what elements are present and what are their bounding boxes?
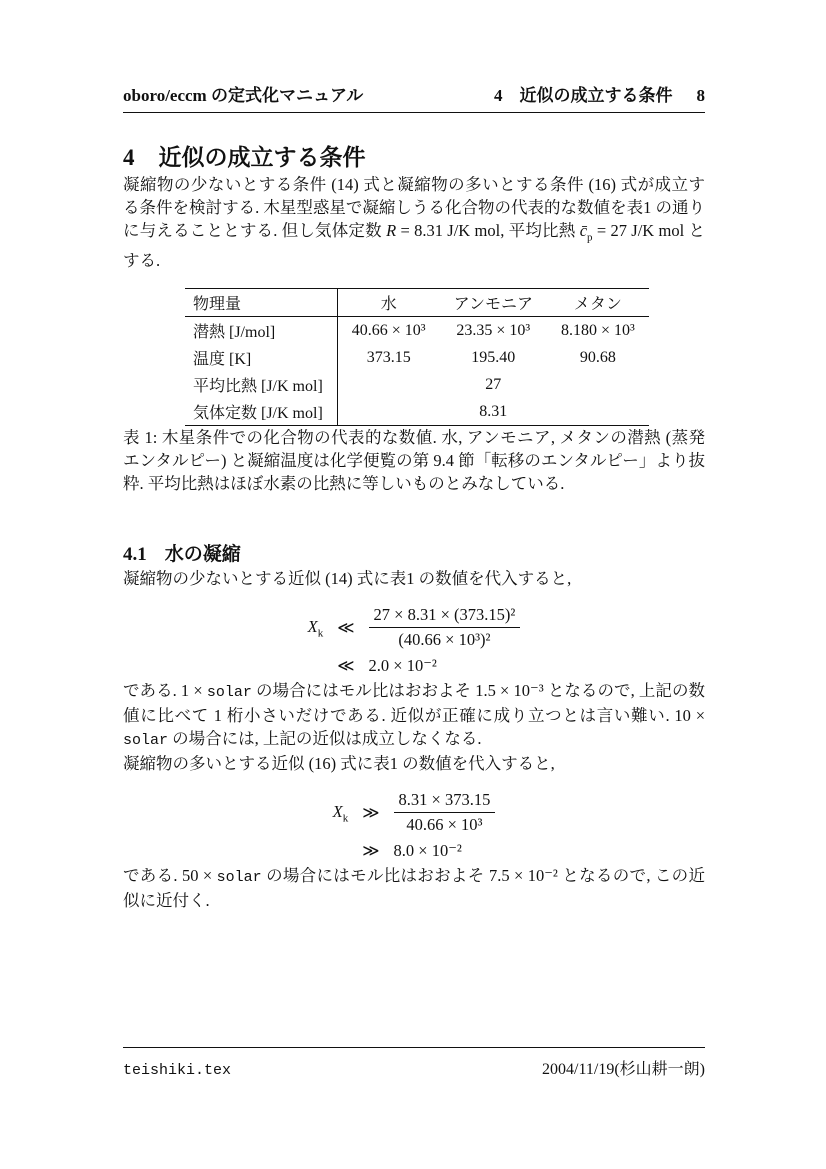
equation-1-lhs-empty <box>308 653 324 679</box>
text-run: の場合には, 上記の近似は成立しなくなる. <box>168 729 482 749</box>
equation-2-row-2 <box>333 838 496 864</box>
equation-2 <box>333 787 496 864</box>
equation-1-fraction-cell <box>369 602 521 653</box>
equation-2-fraction-cell <box>394 787 496 838</box>
column-header-quantity: 物理量 <box>185 289 337 317</box>
cell-temperature-water: 373.15 <box>366 348 411 366</box>
row-label-latent-heat: 潜熱 [J/mol] <box>185 317 337 345</box>
header-page-number: 8 <box>696 86 705 105</box>
header-section-ref: 4 近似の成立する条件 <box>494 86 673 105</box>
column-header-methane: メタン <box>547 289 649 317</box>
footer-date-author: 2004/11/19(杉山耕一朗) <box>542 1061 705 1078</box>
numerator: 27 × 8.31 × (373.15)² <box>369 605 521 628</box>
mole-ratio-subscript: k <box>317 626 324 639</box>
page-footer <box>123 1047 705 1079</box>
equation-1-row-2 <box>308 653 521 679</box>
table-header-row <box>185 289 649 317</box>
text-run: の場合にはモル比はおおよそ 1.5 × 10⁻³ となるので, 上記の数値に比べて 1 桁小さいだけである. 近似が正確に成り立つとは言い難い. 10 × <box>123 681 705 726</box>
equation-1-result: 2.0 × 10⁻² <box>368 656 437 676</box>
table-row <box>185 371 649 398</box>
text-run: である. 1 × <box>123 681 207 701</box>
intro-text-3: = 27 J/K mol とする. <box>123 221 705 271</box>
fraction <box>369 605 521 650</box>
paragraph-before-eq2: 凝縮物の多いとする近似 (16) 式に表1 の数値を代入すると, <box>123 754 555 774</box>
table-container <box>185 288 705 426</box>
table-row <box>185 317 649 345</box>
fraction <box>394 790 496 835</box>
intro-text-1: 凝縮物の少ないとする条件 (14) 式と凝縮物の多いとする条件 (16) 式が成立する条件を検討する. 木星型惑星で凝縮しうる化合物の代表的な数値を表1 の通りに与えることとする. 但し気体定数 <box>123 175 706 240</box>
paragraph-after-eq2 <box>123 864 705 912</box>
page-header <box>123 86 705 113</box>
cell-latent-heat-water: 40.66 × 10³ <box>351 321 426 339</box>
intro-text-2: = 8.31 J/K mol, 平均比熱 <box>396 221 580 240</box>
section-title: 近似の成立する条件 <box>158 145 366 170</box>
row-label-mean-specific-heat: 平均比熱 [J/K mol] <box>185 371 337 398</box>
much-greater-than-symbol: ≫ <box>362 802 380 822</box>
text-run: である. 50 × <box>123 866 217 886</box>
paragraph-intro <box>123 173 705 272</box>
solar-keyword: solar <box>123 732 169 750</box>
cell-latent-heat-methane: 8.180 × 10³ <box>560 321 635 339</box>
solar-keyword: solar <box>216 869 262 887</box>
table-caption: 表 1: 木星条件での化合物の代表的な数値. 水, アンモニア, メタンの潜熱 (蒸発エンタルピー) と凝縮温度は化学便覧の第 9.4 節「転移のエンタルピー」より抜粋. 平均比熱はほぼ水素の比熱に等しいものとみなしている. <box>123 428 705 494</box>
row-label-temperature: 温度 [K] <box>185 344 337 371</box>
cell-gas-constant: 8.31 <box>337 398 649 426</box>
mole-ratio-subscript: k <box>342 811 349 824</box>
much-less-than-symbol: ≪ <box>337 656 355 676</box>
equation-2-lhs <box>333 787 349 838</box>
subsection-number: 4.1 <box>123 544 147 566</box>
row-label-gas-constant: 気体定数 [J/K mol] <box>185 398 337 426</box>
paragraph-before-eq1: 凝縮物の少ないとする近似 (14) 式に表1 の数値を代入すると, <box>123 569 572 589</box>
equation-2-result: 8.0 × 10⁻² <box>393 841 462 861</box>
cell-latent-heat-ammonia: 23.35 × 10³ <box>456 321 531 339</box>
gas-constant-var: R <box>386 221 397 240</box>
mole-ratio-var: X <box>332 801 343 821</box>
column-header-water: 水 <box>337 289 439 317</box>
equation-2-lhs-empty <box>333 838 349 864</box>
section-heading <box>123 143 705 173</box>
cell-temperature-methane: 90.68 <box>579 348 616 366</box>
table-row <box>185 344 649 371</box>
subsection-title: 水の凝縮 <box>164 544 241 566</box>
denominator: 40.66 × 10³ <box>406 815 483 835</box>
equation-2-row-1 <box>333 787 496 838</box>
text-run: の場合にはモル比はおおよそ 7.5 × 10⁻² となるので, この近似に近付く. <box>123 866 705 911</box>
header-right <box>494 86 705 105</box>
mole-ratio-var: X <box>307 616 318 636</box>
specific-heat-var: c̄ <box>579 221 588 240</box>
equation-1 <box>308 602 521 679</box>
equation-1-lhs <box>308 602 324 653</box>
much-less-than-symbol: ≪ <box>337 617 355 637</box>
physical-quantities-table <box>185 288 649 426</box>
numerator: 8.31 × 373.15 <box>394 790 496 813</box>
subsection-heading <box>123 543 705 567</box>
equation-1-row-1 <box>308 602 521 653</box>
footer-filename: teishiki.tex <box>123 1062 232 1079</box>
column-header-ammonia: アンモニア <box>440 289 547 317</box>
solar-keyword: solar <box>206 684 252 702</box>
header-document-title: oboro/eccm の定式化マニュアル <box>123 86 364 105</box>
denominator: (40.66 × 10³)² <box>398 630 491 650</box>
specific-heat-subscript: p <box>587 231 593 244</box>
table-row <box>185 398 649 426</box>
paragraph-after-eq1 <box>123 679 705 752</box>
cell-temperature-ammonia: 195.40 <box>471 348 516 366</box>
section-number: 4 <box>123 145 135 170</box>
much-greater-than-symbol: ≫ <box>362 841 380 861</box>
cell-mean-specific-heat: 27 <box>485 375 502 393</box>
